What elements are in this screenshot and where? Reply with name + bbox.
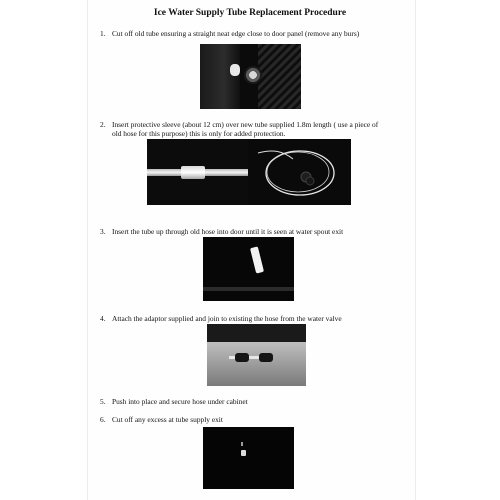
step-2 xyxy=(100,120,412,129)
step-6 xyxy=(100,415,412,424)
step-text: Insert protective sleeve (about 12 cm) over new tube supplied 1.8m length ( use a piece of xyxy=(112,120,379,129)
step-6-photo-tube-exit xyxy=(203,427,294,489)
step-text: Cut off old tube ensuring a straight neat edge close to door panel (remove any burs) xyxy=(112,29,360,38)
step-2-photo-coiled-tube xyxy=(248,139,351,205)
step-4-photo-adaptor xyxy=(207,324,306,386)
step-1-photo-cut-tube xyxy=(200,44,301,109)
step-text: Attach the adaptor supplied and join to existing the hose from the water valve xyxy=(112,314,342,323)
document-title: Ice Water Supply Tube Replacement Procedure xyxy=(153,8,347,18)
step-text: Push into place and secure hose under cabinet xyxy=(112,397,248,406)
step-1 xyxy=(100,29,412,38)
step-3 xyxy=(100,227,412,236)
step-number: 4. xyxy=(100,314,106,323)
step-number: 1. xyxy=(100,29,106,38)
step-5 xyxy=(100,397,412,406)
step-number: 5. xyxy=(100,397,106,406)
step-4 xyxy=(100,314,412,323)
step-3-photo-tube-at-spout xyxy=(203,237,294,301)
step-text-continued: old hose for this purpose) this is only for added protection. xyxy=(112,129,286,138)
step-2-continued xyxy=(100,129,412,138)
step-number: 6. xyxy=(100,415,106,424)
step-text: Cut off any excess at tube supply exit xyxy=(112,415,223,424)
step-text: Insert the tube up through old hose into door until it is seen at water spout exit xyxy=(112,227,344,236)
step-number: 2. xyxy=(100,120,106,129)
step-2-photo-sleeve-on-tube xyxy=(147,139,250,205)
step-number: 3. xyxy=(100,227,106,236)
